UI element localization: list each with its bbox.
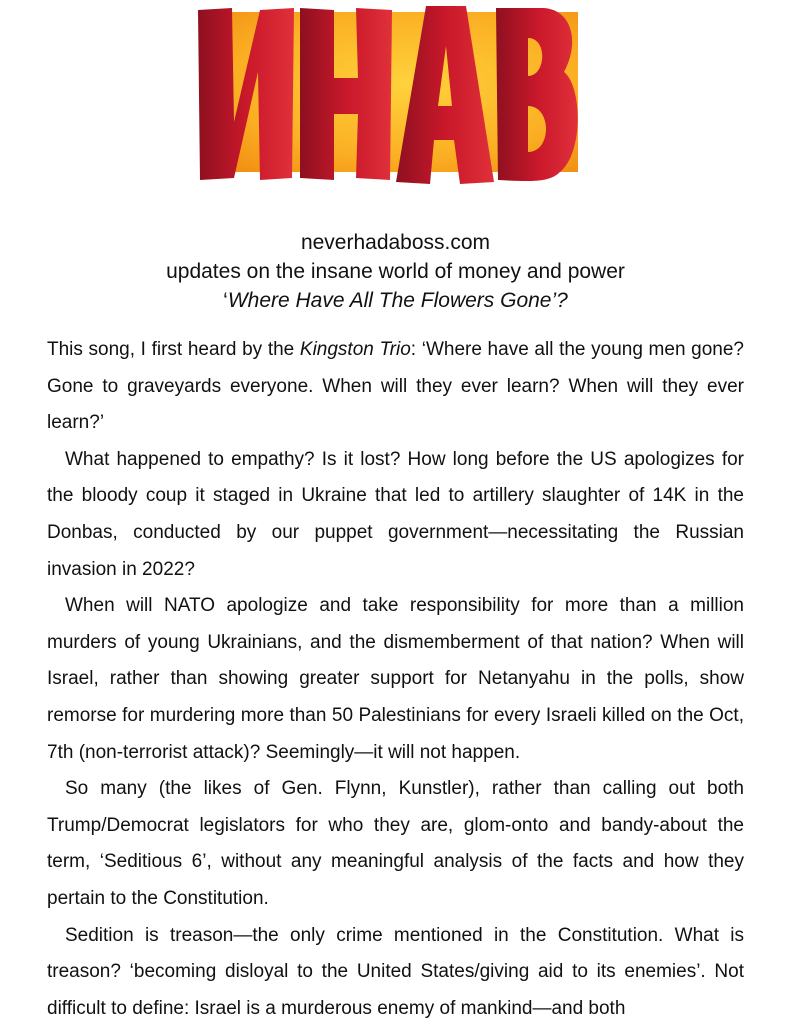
article-paragraph-5: Sedition is treason—the only crime mentioned in the Constitution. What is treason? ‘becoming disloyal to the United States/giving aid to its enemies’. Not difficult to define: Israel is a murderous enemy of mankind—and both <box>47 918 744 1027</box>
article-paragraph-4: So many (the likes of Gen. Flynn, Kunstler), rather than calling out both Trump/Democrat legislators for who they are, glom-onto and bandy-about the term, ‘Seditious 6’, without any meaningful analysis of the facts and how they pertain to the Constitution. <box>47 771 744 917</box>
site-url: neverhadaboss.com <box>0 228 791 257</box>
page-header <box>0 228 791 315</box>
article-paragraph-2: What happened to empathy? Is it lost? How long before the US apologizes for the bloody coup it staged in Ukraine that led to artillery slaughter of 14K in the Donbas, conducted by our puppet government—necessitating the Russian invasion in 2022? <box>47 442 744 588</box>
article-paragraph-3: When will NATO apologize and take responsibility for more than a million murders of young Ukrainians, and the dismemberment of that nation? When will Israel, rather than showing greater support for Netanyahu in the polls, show remorse for murdering more than 50 Palestinians for every Israeli killed on the Oct, 7th (non-terrorist attack)? Seemingly—it will not happen. <box>47 588 744 771</box>
site-tagline: updates on the insane world of money and power <box>0 257 791 286</box>
article-paragraph-1: This song, I first heard by the Kingston Trio: ‘Where have all the young men gone? Gone to graveyards everyone. When will they ever learn? When will they ever learn?’ <box>47 332 744 442</box>
page-title: ‘Where Have All The Flowers Gone’? <box>0 286 791 315</box>
article-body <box>47 332 744 1027</box>
nhab-logo <box>194 2 582 187</box>
